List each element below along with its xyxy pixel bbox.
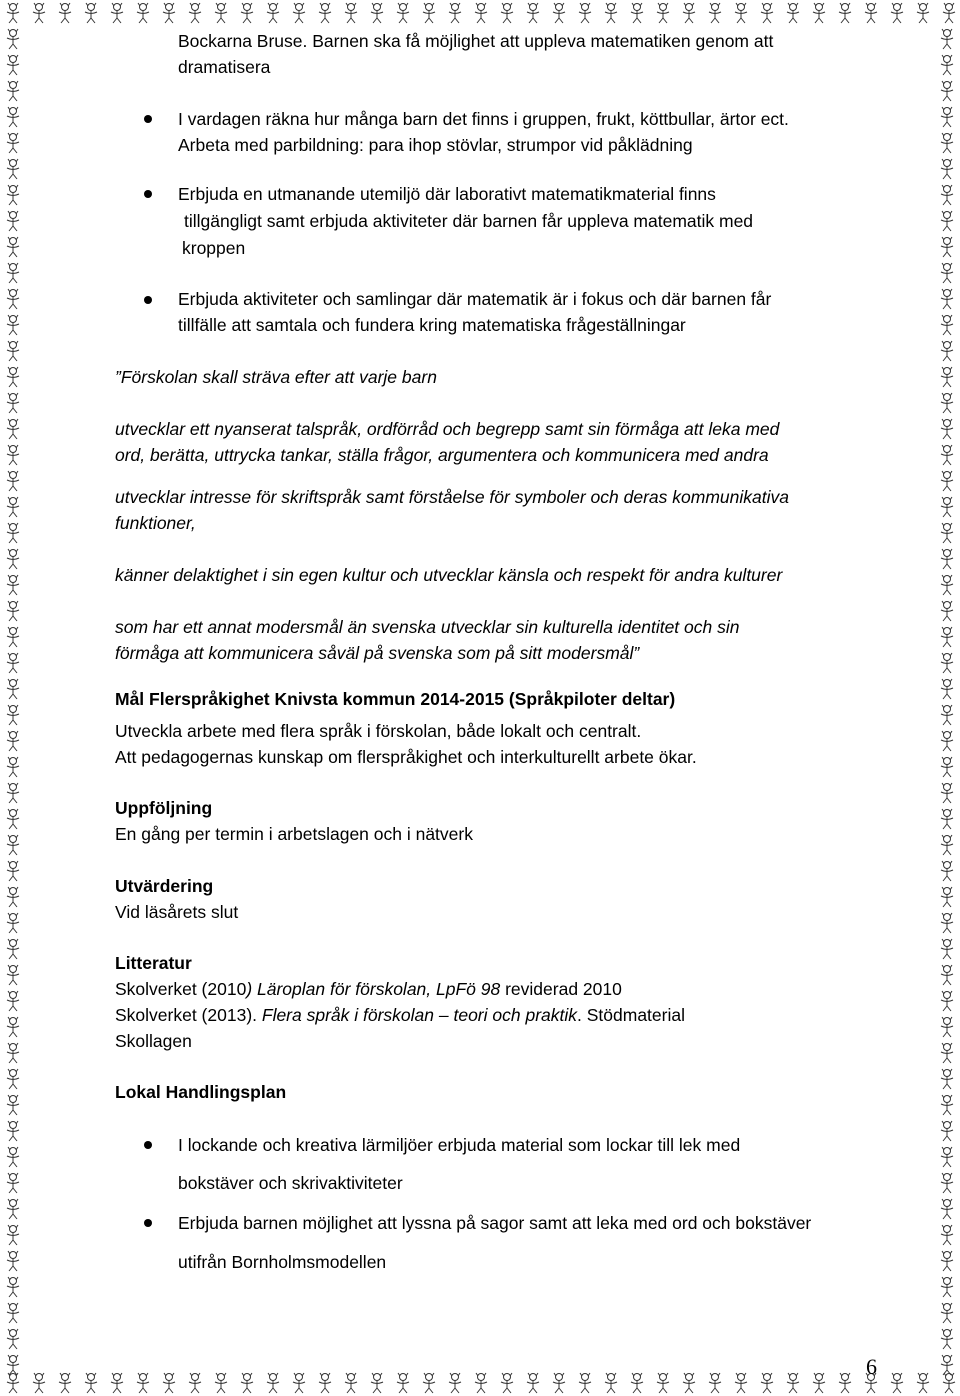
bullet-dot [144, 115, 152, 123]
bullet-dot [144, 190, 152, 198]
text-line: Att pedagogernas kunskap om flerspråkighet och interkulturellt arbete ökar. [115, 747, 697, 767]
reference-text: Skolverket (2013). [115, 1005, 262, 1025]
list-item: utifrån Bornholmsmodellen [178, 1252, 387, 1272]
list-item: tillfälle att samtala och fundera kring matematiska frågeställningar [178, 315, 686, 335]
list-item: kroppen [182, 238, 246, 258]
list-item: Arbeta med parbildning: para ihop stövlar, strumpor vid påklädning [178, 135, 693, 155]
list-item: Erbjuda en utmanande utemiljö där laborativt matematikmaterial finns [178, 184, 716, 204]
list-item: I vardagen räkna hur många barn det finns i gruppen, frukt, köttbullar, ärtor ect. [178, 109, 789, 129]
goal-line: känner delaktighet i sin egen kultur och utvecklar känsla och respekt för andra kulturer [115, 565, 783, 585]
reference-title: ) Läroplan för förskolan, LpFö 98 [246, 979, 501, 999]
goal-line: funktioner, [115, 513, 196, 533]
section-heading-uppfoljning: Uppföljning [115, 798, 213, 818]
text-line: Utveckla arbete med flera språk i förskolan, både lokalt och centralt. [115, 721, 642, 741]
text-line: dramatisera [178, 57, 271, 77]
reference-text: . Stödmaterial [577, 1005, 685, 1025]
goal-line: förmåga att kommunicera såväl på svenska som på sitt modersmål” [115, 643, 640, 663]
list-item: Erbjuda aktiviteter och samlingar där matematik är i fokus och där barnen får [178, 289, 772, 309]
list-item: Erbjuda barnen möjlighet att lyssna på sagor samt att leka med ord och bokstäver [178, 1213, 812, 1233]
section-heading-mal: Mål Flerspråkighet Knivsta kommun 2014-2015 (Språkpiloter deltar) [115, 689, 676, 709]
reference-3: Skollagen [115, 1031, 192, 1051]
page-number: 6 [866, 1354, 877, 1379]
goal-line: som har ett annat modersmål än svenska utvecklar sin kulturella identitet och sin [115, 617, 740, 637]
reference-1 [115, 978, 622, 1000]
goal-line: utvecklar intresse för skriftspråk samt förståelse för symboler och deras kommunikativa [115, 487, 789, 507]
list-item: bokstäver och skrivaktiviteter [178, 1173, 403, 1193]
text-line: Vid läsårets slut [115, 902, 239, 922]
goal-line: utvecklar ett nyanserat talspråk, ordförråd och begrepp samt sin förmåga att leka med [115, 419, 780, 439]
reference-title: Flera språk i förskolan – teori och praktik [261, 1005, 578, 1025]
bullet-dot [144, 1141, 152, 1149]
goal-intro: ”Förskolan skall sträva efter att varje barn [115, 367, 437, 387]
reference-text: reviderad 2010 [500, 979, 622, 999]
list-item: I lockande och kreativa lärmiljöer erbjuda material som lockar till lek med [178, 1135, 741, 1155]
bullet-dot [144, 1219, 152, 1227]
list-item: tillgängligt samt erbjuda aktiviteter där barnen får uppleva matematik med [184, 211, 754, 231]
text-line: Bockarna Bruse. Barnen ska få möjlighet att uppleva matematiken genom att [178, 31, 774, 51]
section-heading-litteratur: Litteratur [115, 953, 192, 973]
reference-text: Skolverket (2010 [115, 979, 247, 999]
bullet-dot [144, 296, 152, 304]
section-heading-utvardering: Utvärdering [115, 876, 214, 896]
section-heading-lokal: Lokal Handlingsplan [115, 1082, 287, 1102]
text-line: En gång per termin i arbetslagen och i nätverk [115, 824, 473, 844]
reference-2 [115, 1004, 685, 1026]
goal-line: ord, berätta, uttrycka tankar, ställa frågor, argumentera och kommunicera med andra [115, 445, 769, 465]
